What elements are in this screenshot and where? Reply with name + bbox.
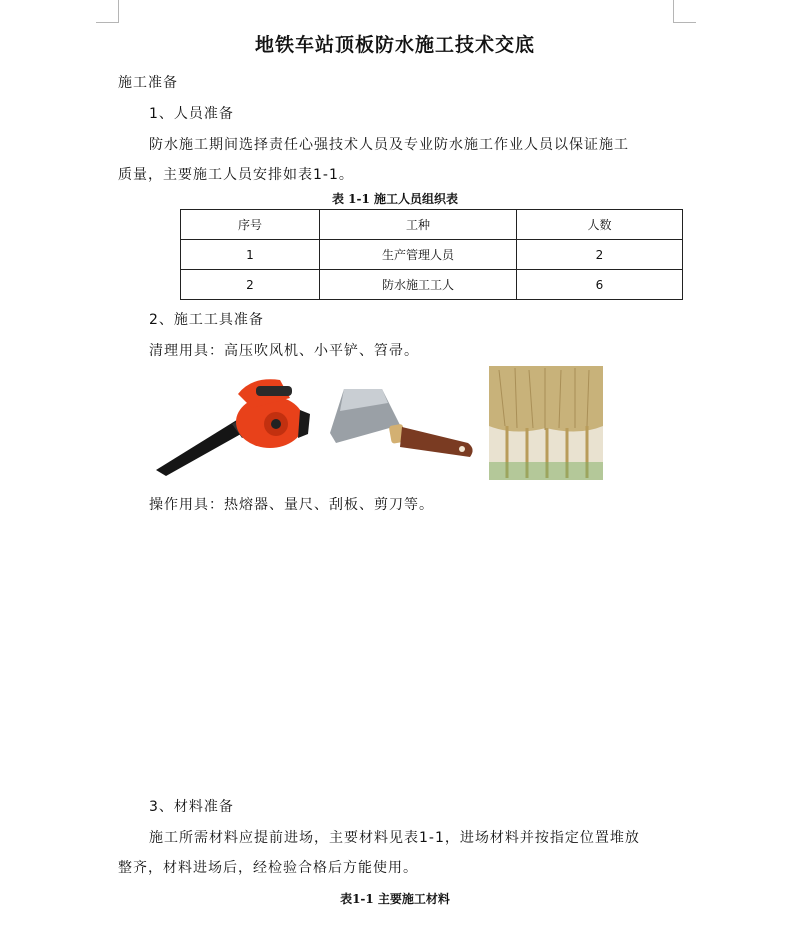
operation-tools-text: 操作用具：热熔器、量尺、刮板、剪刀等。 [149, 497, 434, 513]
item1-text-line2: 质量，主要施工人员安排如表1-1。 [118, 167, 354, 183]
table2-caption: 表1-1 主要施工材料 [340, 892, 450, 906]
table-cell: 1 [181, 240, 320, 270]
item1-text-line1: 防水施工期间选择责任心强技术人员及专业防水施工作业人员以保证施工 [149, 137, 629, 153]
crop-mark-top-left [96, 0, 119, 23]
table-cell: 6 [517, 270, 683, 300]
item3-heading: 3、材料准备 [149, 799, 234, 815]
crop-mark-top-right [673, 0, 696, 23]
document-title: 地铁车站顶板防水施工技术交底 [254, 34, 535, 56]
table-row [181, 240, 683, 270]
table-header-row [181, 210, 683, 240]
staff-table [180, 209, 683, 300]
item2-heading: 2、施工工具准备 [149, 312, 264, 328]
section-heading: 施工准备 [118, 75, 178, 91]
header-cell: 工种 [320, 210, 517, 240]
cleaning-tools-text: 清理用具：高压吹风机、小平铲、笤帚。 [149, 343, 419, 359]
table-cell: 防水施工工人 [320, 270, 517, 300]
scraper-icon [326, 385, 478, 467]
header-cell: 人数 [517, 210, 683, 240]
header-cell: 序号 [181, 210, 320, 240]
table-cell: 生产管理人员 [320, 240, 517, 270]
table-cell: 2 [517, 240, 683, 270]
table-cell: 2 [181, 270, 320, 300]
broom-photo [489, 366, 603, 480]
item1-heading: 1、人员准备 [149, 106, 234, 122]
table-row [181, 270, 683, 300]
table1-caption: 表 1-1 施工人员组织表 [331, 192, 459, 206]
blower-icon [152, 372, 314, 478]
item3-text-line2: 整齐，材料进场后，经检验合格后方能使用。 [118, 860, 418, 876]
item3-text-line1: 施工所需材料应提前进场，主要材料见表1-1，进场材料并按指定位置堆放 [149, 830, 640, 846]
